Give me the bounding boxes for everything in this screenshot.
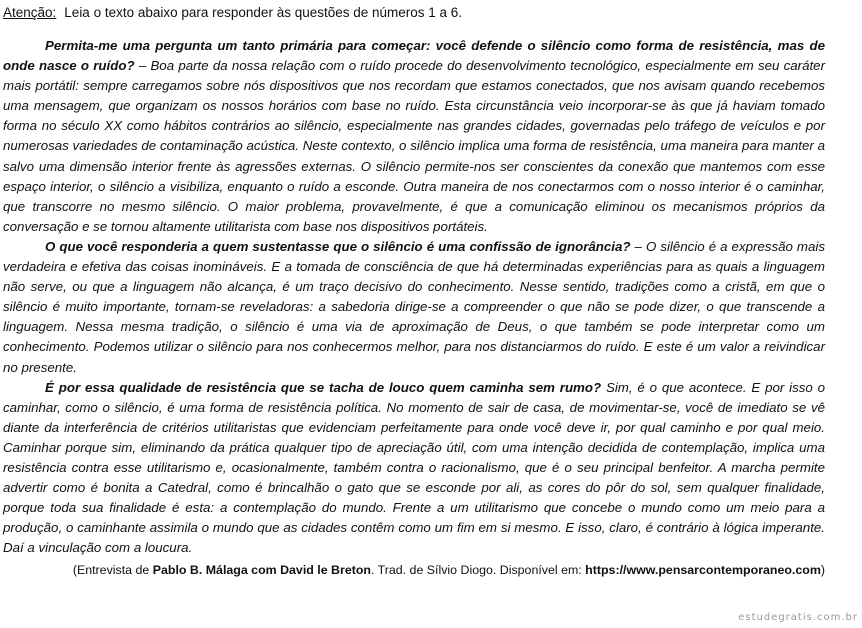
interview-answer-2: – O silêncio é a expressão mais verdadeira e efetiva das coisas inomináveis. E a tomada de consciência de que há determinadas experiências para as quais a linguagem não serve, ou que a linguagem não alcança, é um traço decisivo do conhecimento. Nesse sentido, tradições como a cristã, em que o silêncio é muito importante, tornam-se reveladoras: a sabedoria dirige-se a compreender o que não se pode dizer, o que transcende a linguagem. Nessa mesma tradição, o silêncio é uma via de aproximação de Deus, o que também se pode interpretar como um conhecimento. Podemos utilizar o silêncio para nos conhecermos melhor, para nos distanciarmos do ruído. E este é um valor a reivindicar no presente. [3, 238, 825, 375]
credit-suffix: ) [820, 563, 825, 578]
interview-paragraph-1 [3, 36, 825, 237]
site-watermark: estudegratis.com.br [738, 612, 858, 623]
credit-middle: . Trad. de Sílvio Diogo. Disponível em: [370, 563, 586, 578]
interview-answer-1: – Boa parte da nossa relação com o ruído procede do desenvolvimento tecnológico, especialmente em seu caráter mais portátil: sempre carregamos sobre nós dispositivos que nos recordam que estamos conectados, que nos avisam quando recebemos uma mensagem, que organizam os nossos horários com base no ruído. Esta circunstância veio incorporar-se às que já haviam tomado forma no século XX como hábitos contrários ao silêncio, especialmente nas grandes cidades, governadas pelo tráfego de veículos e por numerosas variedades de contaminação acústica. Neste contexto, o silêncio implica uma forma de resistência, uma maneira para manter a salvo uma dimensão interior frente às agressões externas. O silêncio permite-nos ser conscientes da conexão que mantemos com esse espaço interior, o silêncio a visibiliza, enquanto o ruído a esconde. Outra maneira de nos conectarmos com o nosso interior é o caminhar, que transcorre no mesmo silêncio. O maior problema, provavelmente, é que a comunicação eliminou os mecanismos próprios da conversação e se tornou altamente utilitarista com base nos dispositivos portáteis. [3, 58, 826, 234]
interview-answer-3: Sim, é o que acontece. E por isso o caminhar, como o silêncio, é uma forma de resistência política. No momento de sair de casa, de movimentar-se, você de imediato se vê diante da interferência de critérios utilitaristas que evidenciam perfeitamente para onde você deve ir, por qual caminho e por qual meio. Caminhar porque sim, eliminando da prática qualquer tipo de apreciação útil, com uma intenção decidida de contemplação, implica uma resistência contra esse utilitarismo e, ocasionalmente, também contra o racionalismo, que é o seu principal benfeitor. A marcha permite advertir como é bonita a Catedral, como é brincalhão o gato que se esconde por ali, as cores do pôr do sol, sem qualquer finalidade, porque toda sua finalidade é esta: a contemplação do mundo. Frente a um utilitarismo que concebe o mundo como um meio para a produção, o caminhante assimila o mundo que as cidades contêm como um fim em si mesmo. E isso, claro, é contrário à lógica imperante. Daí a vinculação com a loucura. [3, 379, 826, 556]
attention-text: Leia o texto abaixo para responder às questões de números 1 a 6. [64, 5, 463, 20]
interview-paragraph-2 [3, 237, 825, 378]
document-page [3, 3, 825, 593]
interview-text [3, 36, 825, 558]
source-credit [3, 561, 825, 580]
interview-question-1: Permita-me uma pergunta um tanto primária para começar: você defende o silêncio como forma de resistência, mas de onde nasce o ruído? [3, 38, 825, 74]
credit-prefix: (Entrevista de [72, 563, 153, 578]
credit-url: https://www.pensarcontemporaneo.com [585, 563, 821, 578]
attention-notice [3, 3, 825, 22]
credit-authors: Pablo B. Málaga com David le Breton [152, 563, 371, 578]
interview-paragraph-3 [3, 378, 825, 559]
interview-question-3: É por essa qualidade de resistência que se tacha de louco quem caminha sem rumo? [45, 379, 602, 395]
interview-question-2: O que você responderia a quem sustentasse que o silêncio é uma confissão de ignorância? [45, 238, 631, 254]
attention-label: Atenção: [3, 5, 57, 20]
